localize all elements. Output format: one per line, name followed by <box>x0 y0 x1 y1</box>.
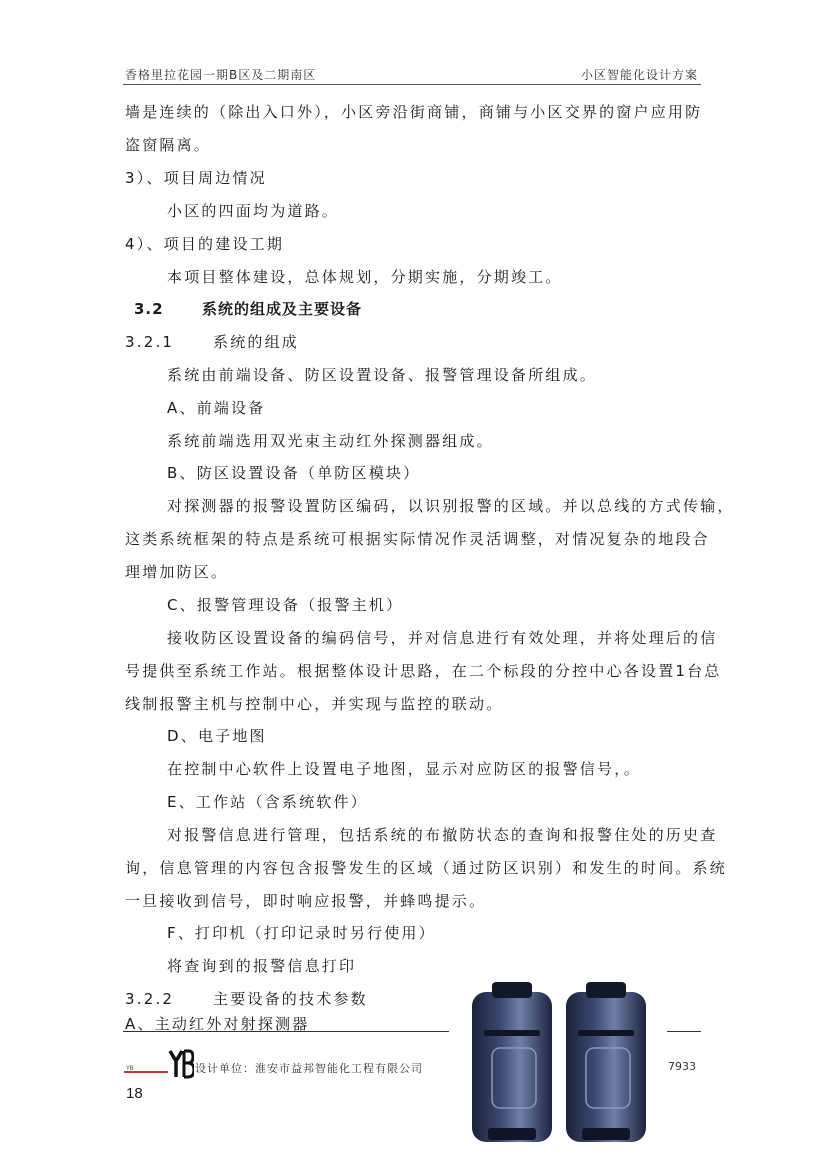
item-heading: F、打印机（打印记录时另行使用） <box>167 924 436 942</box>
company-logo <box>124 1049 194 1079</box>
header-doc-title: 小区智能化设计方案 <box>580 68 698 82</box>
body-line: 一旦接收到信号，即时响应报警，并蜂鸣提示。 <box>125 892 487 910</box>
detector-unit-right <box>566 982 646 1142</box>
subsection-title: 系统的组成 <box>213 333 300 351</box>
body-line: 系统前端选用双光束主动红外探测器组成。 <box>167 432 494 450</box>
body-line: 询，信息管理的内容包含报警发生的区域（通过防区识别）和发生的时间。系统 <box>125 859 728 877</box>
body-line: 接收防区设置设备的编码信号，并对信息进行有效处理，并将处理后的信 <box>167 629 718 647</box>
body-line: 对探测器的报警设置防区编码，以识别报警的区域。并以总线的方式传输， <box>167 497 735 515</box>
body-line: 盗窗隔离。 <box>125 136 212 154</box>
subsection-heading <box>125 332 299 352</box>
page-number: 18 <box>126 1085 143 1102</box>
footer-rule-left <box>123 1031 449 1032</box>
body-line: 号提供至系统工作站。根据整体设计思路，在二个标段的分控中心各设置1台总 <box>125 662 722 680</box>
contact-phone: 7933 <box>668 1060 696 1073</box>
section-heading <box>134 299 362 319</box>
infrared-detector-image <box>462 978 662 1148</box>
body-line: 对报警信息进行管理，包括系统的布撤防状态的查询和报警住处的历史查 <box>167 826 718 844</box>
subsection-number: 3.2.2 <box>125 990 175 1008</box>
body-line: 理增加防区。 <box>125 563 229 581</box>
list-heading: 4）、项目的建设工期 <box>125 235 285 253</box>
body-line: 小区的四面均为道路。 <box>167 202 340 220</box>
section-number: 3.2 <box>134 300 164 318</box>
body-line: 将查询到的报警信息打印 <box>167 957 357 975</box>
subsection-title: 主要设备的技术参数 <box>213 990 368 1008</box>
item-heading: B、防区设置设备（单防区模块） <box>167 464 421 482</box>
body-line: 系统由前端设备、防区设置设备、报警管理设备所组成。 <box>167 366 598 384</box>
item-heading: A、主动红外对射探测器 <box>125 1015 310 1033</box>
body-line: 线制报警主机与控制中心，并实现与监控的联动。 <box>125 695 504 713</box>
footer-rule-right <box>667 1031 701 1032</box>
subsection-heading <box>125 989 368 1009</box>
subsection-number: 3.2.1 <box>125 333 175 351</box>
body-line: 在控制中心软件上设置电子地图，显示对应防区的报警信号，。 <box>167 760 642 778</box>
detector-unit-left <box>472 982 552 1142</box>
design-company: 设计单位：淮安市益邦智能化工程有限公司 <box>195 1062 423 1075</box>
item-heading: A、前端设备 <box>167 399 266 417</box>
item-heading: C、报警管理设备（报警主机） <box>167 596 404 614</box>
section-title: 系统的组成及主要设备 <box>202 300 363 318</box>
item-heading: D、电子地图 <box>167 727 267 745</box>
item-heading: E、工作站（含系统软件） <box>167 793 368 811</box>
body-line: 这类系统框架的特点是系统可根据实际情况作灵活调整，对情况复杂的地段合 <box>125 530 710 548</box>
body-line: 本项目整体建设，总体规划，分期实施，分期竣工。 <box>167 268 563 286</box>
list-heading: 3）、项目周边情况 <box>125 169 267 187</box>
header-project-name: 香格里拉花园一期B区及二期南区 <box>125 68 317 82</box>
svg-text:YB: YB <box>126 1065 134 1072</box>
body-line: 墙是连续的（除出入口外），小区旁沿街商铺，商铺与小区交界的窗户应用防 <box>125 103 703 121</box>
header-rule <box>123 84 701 85</box>
